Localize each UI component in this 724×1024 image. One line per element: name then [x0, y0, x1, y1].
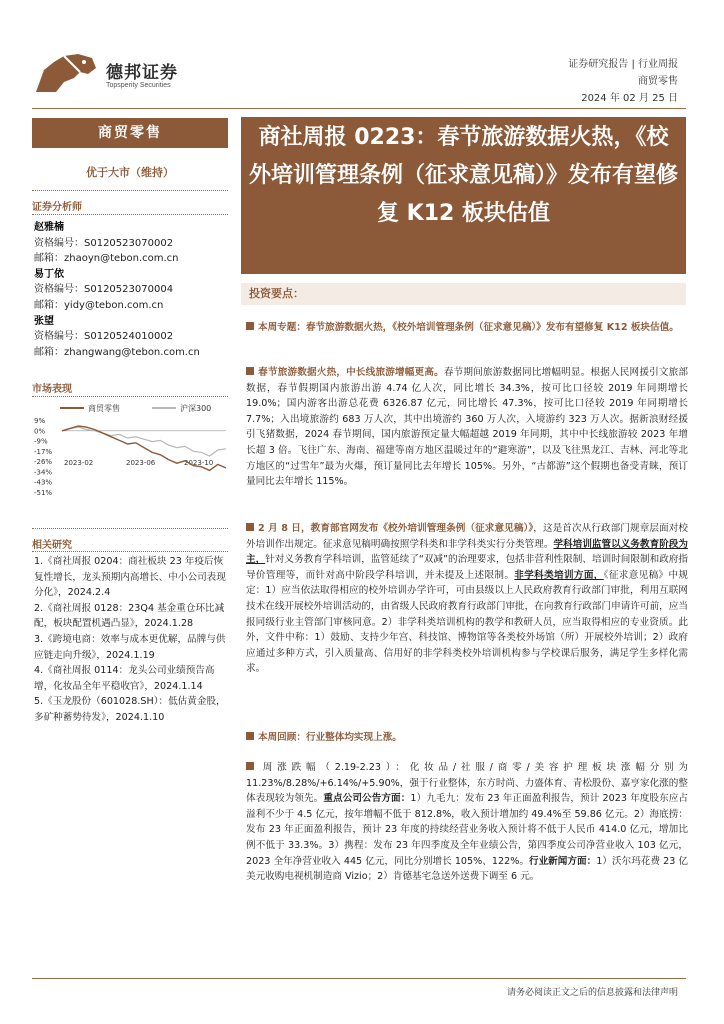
- divider: [32, 551, 228, 552]
- analyst-name: 赵雅楠: [34, 222, 64, 233]
- industry-news-body: 1）沃尔玛花费 23 亿美元收购电视机制造商 Vizio；2）肯德基宅急送外送费下调至 6 元。: [246, 855, 688, 883]
- related-report-item[interactable]: 2.《商社周报 0128：23Q4 基金重仓环比减配，板块配置机遇凸显》，2024.1.28: [34, 602, 225, 630]
- brand-name-en: Topsperity Securities: [106, 82, 171, 89]
- para-topic: [246, 320, 688, 336]
- related-report-item[interactable]: 3.《跨境电商：效率与成本更优解，品牌与供应链走向升级》，2024.1.19: [34, 633, 226, 661]
- analyst-email[interactable]: 邮箱：zhangwang@tebon.com.cn: [34, 346, 200, 358]
- analyst-list: [34, 220, 230, 360]
- related-label: 相关研究: [32, 540, 72, 551]
- related-report-item[interactable]: 4.《商社周报 0114：龙头公司业绩预告高增，化妆品全年平稳收官》，2024.1.14: [34, 665, 215, 692]
- brand-name: 德邦证券: [106, 63, 178, 83]
- bullet-icon: [246, 732, 254, 740]
- x-tick-label: 2023-10: [184, 459, 214, 467]
- sector-banner: 商贸零售: [32, 118, 228, 148]
- report-type: 证券研究报告 | 行业周报: [568, 59, 678, 70]
- analyst-cert: 资格编号：S0120523070002: [34, 237, 174, 249]
- divider: [32, 528, 228, 529]
- report-date: 2024 年 02 月 25 日: [581, 93, 678, 104]
- divider: [32, 396, 228, 397]
- y-tick-label: -34%: [34, 468, 53, 477]
- footer-disclaimer[interactable]: 请务必阅读正文之后的信息披露和法律声明: [506, 988, 678, 998]
- bullet-icon: [246, 322, 254, 330]
- y-tick-label: -9%: [34, 437, 48, 446]
- analyst-cert: 资格编号：S0120524010002: [34, 331, 174, 343]
- x-tick-label: 2023-02: [64, 459, 94, 467]
- analyst-label: 证券分析师: [32, 202, 82, 213]
- para-weekly: [246, 760, 688, 885]
- industry-news-heading: 行业新闻方面：: [528, 855, 597, 867]
- education-heading: 2 月 8 日，教育部官网发布《校外培训管理条例（征求意见稿）》: [258, 523, 534, 534]
- nonsubject-training-body: 《征求意见稿》中规定：1）应当依法取得相应的校外培训办学许可，可由县级以上人民政府教育行政部门审批，利用互联网技术在线开展校外培训活动的，由省级人民政府教育行政部门审批，在向教育行政部门申请许可前，应当报同级行业主管部门审核同意。2）非学科类培训机构的教学和教研人员，应当取得相应的专业资质。此外，文件中称：1）鼓励、支持少年宫、科技馆、博物馆等各类校外场馆（所）开展校外培训；2）政府应通过多种方式，引入质量高、信用好的非学科类校外培训机构参与学校课后服务，满足学生多样化需求。: [246, 569, 689, 675]
- related-report-item[interactable]: 5.《玉龙股份（601028.SH）：低估黄金股，多矿种蓄势待发》，2024.1.10: [34, 696, 226, 723]
- y-tick-label: 0%: [34, 427, 46, 436]
- topsperity-logo-icon: [34, 52, 98, 94]
- bullet-icon: [246, 762, 254, 770]
- bullet-icon: [246, 523, 254, 531]
- para-tourism: [246, 365, 688, 490]
- market-chart: [34, 398, 230, 498]
- header-divider: [32, 108, 686, 109]
- analyst-name: 张望: [34, 315, 54, 327]
- y-tick-label: -26%: [34, 458, 53, 467]
- bullet-icon: [246, 367, 254, 375]
- market-label: 市场表现: [32, 384, 72, 395]
- y-tick-label: -51%: [34, 489, 53, 497]
- weekly-performance: 周涨跌幅（2.19-2.23）：化妆品/社服/商零/美容护理板块涨幅分别为 11.23%/8.28%/+6.14%/+5.90%，强于行业整体，东方时尚、力盛体育、青松股份、嘉亨家化涨的整体表现较为领先。: [246, 762, 688, 805]
- rating: 优于大市（维持）: [86, 166, 174, 179]
- subject-training-heading: 学科培训监管以义务教育阶段为主，: [246, 538, 689, 566]
- divider: [32, 214, 228, 215]
- legend-sector: 商贸零售: [88, 404, 120, 413]
- analyst-name: 易丁依: [34, 268, 64, 280]
- y-tick-label: 9%: [34, 417, 46, 425]
- company-news-body: 1）九毛九：发布 23 年正面盈利报告，预计 2023 年度股东应占溢利不少于 4.5 亿元，按年增幅不低于 812.8%，收入预计增加约 49.4%至 59.86 亿元。2）海底捞：发布 23 年正面盈利报告，预计 23 年度的持续经营业务收入预计将不低于人民币 414.0 亿元，增加比例不低于 33.3%。3）携程：发布 23 年四季度及全年业绩公告，第四季度公司净营业收入 103 亿元，2023 全年净营业收入 445 亿元，同比分别增长 105%、122%。: [246, 793, 689, 867]
- company-news-heading: 重点公司公告方面：: [323, 793, 411, 805]
- x-tick-label: 2023-06: [126, 459, 156, 467]
- para-education: [246, 521, 688, 677]
- tourism-heading: 春节旅游数据火热，中长线旅游增幅更高。: [258, 367, 444, 378]
- analyst-email[interactable]: 邮箱：zhaoyn@tebon.com.cn: [34, 253, 179, 265]
- investment-points-label: 投资要点：: [241, 283, 686, 305]
- nonsubject-training-heading: 非学科类培训方面，: [514, 569, 604, 581]
- related-report-item[interactable]: 1.《商社周报 0204：商社板块 23 年疫后恢复性增长，龙头预期内高增长、中小公司表现分化》，2024.2.4: [34, 556, 226, 599]
- analyst-cert: 资格编号：S0120523070004: [34, 284, 174, 296]
- series-line-csi300: [62, 427, 226, 456]
- legend-index: 沪深300: [180, 404, 212, 413]
- review-text: 本周回顾：行业整体均实现上涨。: [258, 732, 402, 743]
- chart-legend: [60, 403, 211, 413]
- tourism-body: 春节期间旅游数据同比增幅明显。根据人民网援引文旅部数据，春节假期国内旅游出游 4.74 亿人次，同比增长 34.3%，按可比口径较 2019 年同期增长 19.0%；国内游客出游总花费 6326.87 亿元，同比增长 47.3%，按可比口径较 2019 年同期增长 7.7%；入出境旅游约 683 万人次，其中出境游约 360 万人次，入境游约 323 万人次。据新浪财经援引飞猪数据，2024 春节期间，国内旅游预定量大幅超越 2019 年同期，其中中长线旅游较 2023 年增长超 3 倍。飞往广东、海南、福建等南方地区温暖过年的“避寒游”，以及飞往黑龙江、吉林、河北等北方地区的“过雪年”最为火爆，预订量同比去年增长 105%。另外，“古都游”这个假期也备受青睐，预订量同比去年增长 115%。: [246, 367, 689, 488]
- topic-text: 本周专题：春节旅游数据火热，《校外培训管理条例（征求意见稿）》发布有望修复 K12 板块估值。: [258, 322, 679, 333]
- divider: [32, 190, 228, 191]
- y-tick-label: -17%: [34, 447, 53, 456]
- analyst-email[interactable]: 邮箱：yidy@tebon.com.cn: [34, 299, 164, 311]
- education-body: ，这是首次从行政部门规章层面对校外培训作出规定。征求意见稿明确按照学科类和非学科类实行分类管理。: [246, 523, 688, 550]
- report-meta: [568, 56, 678, 107]
- related-reports: [34, 554, 230, 726]
- report-sector: 商贸零售: [638, 76, 678, 87]
- subject-training-body: 针对义务教育学科培训，监管延续了“双减”的治理要求，包括非营利性限制、培训时间限制和政府指导价管理等，而针对高中阶段学科培训，并未提及上述限制。: [246, 554, 688, 581]
- para-review: [246, 730, 688, 746]
- footer-divider: [32, 978, 686, 979]
- y-tick-label: -43%: [34, 478, 53, 487]
- report-title: 商社周报 0223：春节旅游数据火热，《校外培训管理条例（征求意见稿）》发布有望修复 K12 板块估值: [241, 117, 686, 274]
